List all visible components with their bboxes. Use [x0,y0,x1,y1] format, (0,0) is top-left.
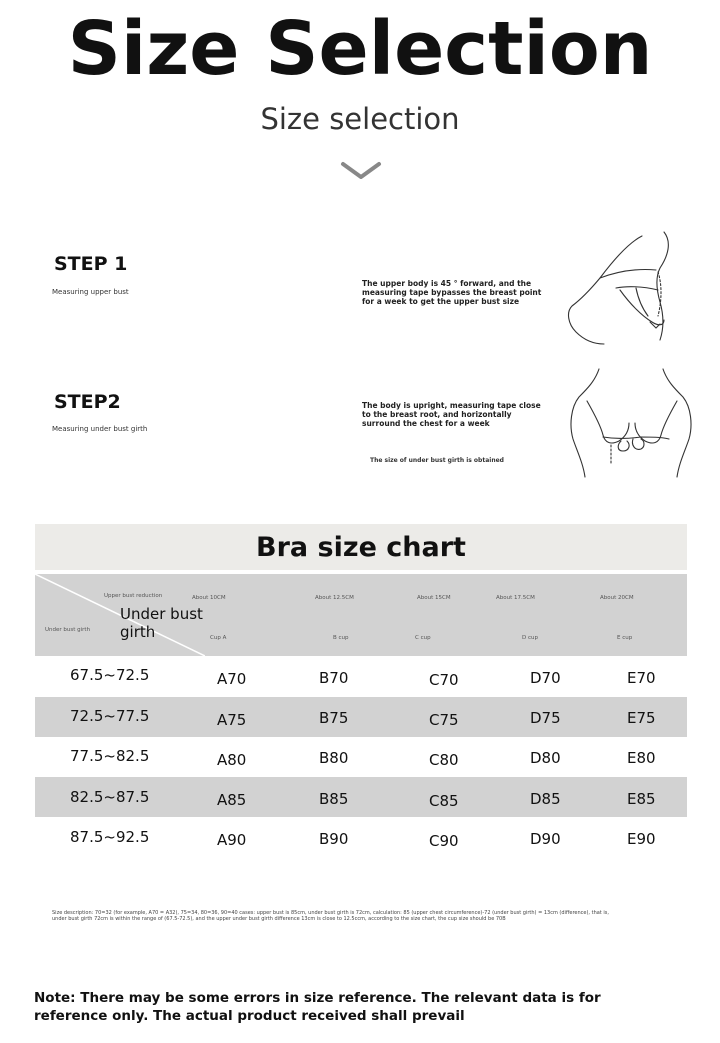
size-cell: A75 [217,711,247,729]
cup-label-a: Cup A [210,635,227,641]
size-cell: C70 [429,671,459,689]
size-cell: E75 [627,709,656,727]
size-cell: A80 [217,751,247,769]
size-cell: A90 [217,831,247,849]
size-cell: B75 [319,709,349,727]
size-cell: E70 [627,669,656,687]
row-range: 72.5~77.5 [70,707,150,725]
size-cell: D80 [530,749,561,767]
size-cell: A85 [217,791,247,809]
corner-under-bust-heading: Under bust girth [120,605,203,641]
chart-title: Bra size chart [256,532,466,563]
size-cell: E85 [627,790,656,808]
step1-subtitle: Measuring upper bust [52,288,129,296]
size-cell: B85 [319,790,349,808]
chevron-down-icon [340,160,382,182]
size-cell: D75 [530,709,561,727]
size-cell: C90 [429,832,459,850]
under-bust-measure-illustration [565,365,700,487]
size-cell: A70 [217,670,247,688]
step1-title: STEP 1 [54,253,128,275]
page-subtitle: Size selection [260,102,460,136]
size-cell: C80 [429,751,459,769]
page-title: Size Selection [67,6,653,92]
cup-label-e: E cup [617,635,633,641]
row-range: 87.5~92.5 [70,828,150,846]
step2-title: STEP2 [54,391,121,413]
size-cell: D85 [530,790,561,808]
size-cell: B80 [319,749,349,767]
disclaimer-note: Note: There may be some errors in size reference. The relevant data is for reference only. The actual product received shall prevail [34,990,601,1024]
row-range: 77.5~82.5 [70,747,150,765]
about-label-d: About 17.5CM [496,595,535,601]
corner-under-bust-label: Under bust girth [45,627,91,633]
row-range: 67.5~72.5 [70,666,150,684]
about-label-c: About 15CM [417,595,451,601]
size-cell: D70 [530,669,561,687]
cup-label-c: C cup [415,635,431,641]
upper-bust-measure-illustration [560,228,700,350]
about-label-a: About 10CM [192,595,226,601]
size-cell: E90 [627,830,656,848]
cup-label-d: D cup [522,635,538,641]
step2-subtitle: Measuring under bust girth [52,425,148,433]
size-cell: D90 [530,830,561,848]
corner-upper-bust-label: Upper bust reduction [104,593,163,599]
size-cell: B90 [319,830,349,848]
step2-description: The body is upright, measuring tape close to the breast root, and horizontally surround the chest for a week [362,401,541,428]
row-range: 82.5~87.5 [70,788,150,806]
step2-note: The size of under bust girth is obtained [370,457,504,464]
size-cell: C75 [429,711,459,729]
size-cell: B70 [319,669,349,687]
size-cell: C85 [429,792,459,810]
size-description: Size description: 70=32 (for example, A70 = A32), 75=34, 80=36, 90=40 cases: upper bust is 85cm, under bust girth is 72cm, calculation: 85 (upper chest circumference)-72 (under bust girth) = 13cm (difference), that is, under bust girth 72cm is within the range of (67.5-72.5), and the upper under bust girth difference 13cm is close to 12.5ccm, according to the size chart, the cup size should be 70B [52,910,609,922]
about-label-e: About 20CM [600,595,634,601]
about-label-b: About 12.5CM [315,595,354,601]
step1-description: The upper body is 45 ° forward, and the measuring tape bypasses the breast point for a week to get the upper bust size [362,279,542,306]
size-cell: E80 [627,749,656,767]
cup-label-b: B cup [333,635,349,641]
